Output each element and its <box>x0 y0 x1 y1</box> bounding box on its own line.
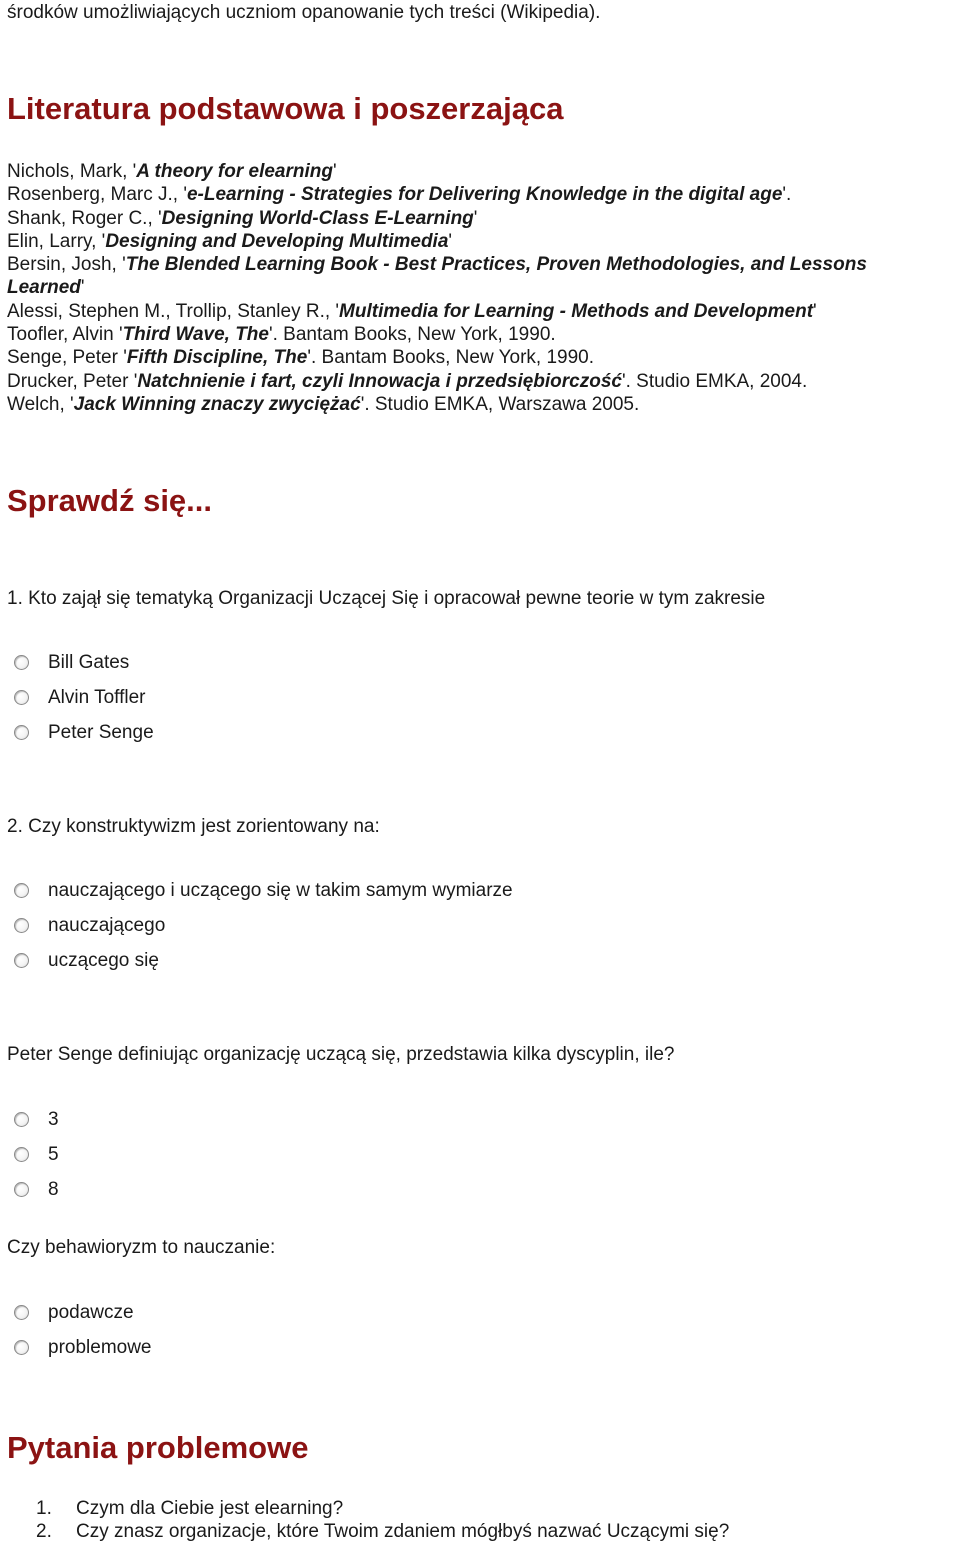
option-label: uczącego się <box>48 949 159 971</box>
radio-button[interactable] <box>14 883 29 898</box>
answer-option[interactable] <box>12 715 154 750</box>
answer-option[interactable] <box>12 1172 59 1207</box>
answer-option[interactable] <box>12 1295 152 1330</box>
radio-button[interactable] <box>14 1305 29 1320</box>
book-title: Fifth Discipline, The <box>126 347 308 369</box>
list-item-text: Czy znasz organizacje, które Twoim zdaniem mógłbyś nazwać Uczącymi się? <box>76 1521 730 1542</box>
answer-option[interactable] <box>12 873 513 908</box>
list-item <box>0 1497 729 1520</box>
literature-heading: Literatura podstawowa i poszerzająca <box>7 91 564 126</box>
answer-option[interactable] <box>12 1330 152 1365</box>
option-label: problemowe <box>48 1336 152 1358</box>
book-title: Multimedia for Learning - Methods and Development <box>339 300 814 322</box>
bibliography-entry-continued: Learned' <box>7 277 85 299</box>
book-title: Third Wave, The <box>122 324 269 346</box>
bibliography-entry: Rosenberg, Marc J., 'e-Learning - Strategies for Delivering Knowledge in the digital age'. <box>7 184 792 206</box>
radio-button[interactable] <box>14 1112 29 1127</box>
answer-option[interactable] <box>12 645 154 680</box>
option-label: 3 <box>48 1108 59 1130</box>
problems-heading: Pytania problemowe <box>7 1430 309 1465</box>
option-label: nauczającego <box>48 914 166 936</box>
option-label: Peter Senge <box>48 721 154 743</box>
question-2-text: 2. Czy konstruktywizm jest zorientowany na: <box>7 816 380 837</box>
option-label: podawcze <box>48 1301 134 1323</box>
book-title: Designing and Developing Multimedia <box>105 230 449 252</box>
bibliography-entry: Bersin, Josh, 'The Blended Learning Book - Best Practices, Proven Methodologies, and Lessons <box>7 254 867 276</box>
book-title: Natchnienie i fart, czyli Innowacja i przedsiębiorczość <box>137 370 622 392</box>
question-2-options <box>12 873 513 978</box>
list-number: 2. <box>36 1521 52 1542</box>
radio-button[interactable] <box>14 953 29 968</box>
option-label: 8 <box>48 1178 59 1200</box>
answer-option[interactable] <box>12 943 513 978</box>
book-title: Jack Winning znaczy zwyciężać <box>73 393 361 415</box>
option-label: nauczającego i uczącego się w takim samym wymiarze <box>48 879 513 901</box>
question-3-options <box>12 1102 59 1207</box>
answer-option[interactable] <box>12 680 154 715</box>
bibliography-entry: Welch, 'Jack Winning znaczy zwyciężać'. Studio EMKA, Warszawa 2005. <box>7 393 640 415</box>
option-label: Alvin Toffler <box>48 686 146 708</box>
question-4-options <box>12 1295 152 1365</box>
radio-button[interactable] <box>14 1340 29 1355</box>
bibliography-entry: Alessi, Stephen M., Trollip, Stanley R., 'Multimedia for Learning - Methods and Development' <box>7 300 817 322</box>
answer-option[interactable] <box>12 908 513 943</box>
bibliography-entry: Nichols, Mark, 'A theory for elearning' <box>7 161 337 182</box>
question-1-options <box>12 645 154 750</box>
bibliography-entry: Shank, Roger C., 'Designing World-Class E-Learning' <box>7 207 478 229</box>
radio-button[interactable] <box>14 655 29 670</box>
radio-button[interactable] <box>14 1182 29 1197</box>
option-label: Bill Gates <box>48 651 130 673</box>
answer-option[interactable] <box>12 1102 59 1137</box>
quiz-heading: Sprawdź się... <box>7 483 213 518</box>
bibliography-entry: Drucker, Peter 'Natchnienie i fart, czyli Innowacja i przedsiębiorczość'. Studio EMKA, 2004. <box>7 370 808 392</box>
radio-button[interactable] <box>14 1147 29 1162</box>
bibliography-entry: Toofler, Alvin 'Third Wave, The'. Bantam Books, New York, 1990. <box>7 324 556 346</box>
book-title: A theory for elearning <box>136 161 333 182</box>
bibliography-entry: Senge, Peter 'Fifth Discipline, The'. Bantam Books, New York, 1990. <box>7 347 595 369</box>
option-label: 5 <box>48 1143 59 1165</box>
book-title: The Blended Learning Book - Best Practices, Proven Methodologies, and Lessons <box>125 254 867 276</box>
book-title: e-Learning - Strategies for Delivering Knowledge in the digital age <box>186 184 783 206</box>
question-4-text: Czy behawioryzm to nauczanie: <box>7 1237 276 1258</box>
bibliography-list <box>7 160 960 416</box>
list-item-text: Czym dla Ciebie jest elearning? <box>76 1498 344 1519</box>
question-1-text: 1. Kto zajął się tematyką Organizacji Uczącej Się i opracował pewne teorie w tym zakresie <box>7 588 766 609</box>
list-number: 1. <box>36 1498 52 1519</box>
radio-button[interactable] <box>14 725 29 740</box>
question-3-text: Peter Senge definiując organizację uczącą się, przedstawia kilka dyscyplin, ile? <box>7 1044 675 1065</box>
radio-button[interactable] <box>14 690 29 705</box>
radio-button[interactable] <box>14 918 29 933</box>
book-title: Learned <box>7 277 81 299</box>
list-item <box>0 1520 729 1543</box>
intro-text: środków umożliwiających uczniom opanowanie tych treści (Wikipedia). <box>7 2 601 23</box>
problems-list <box>0 1497 729 1543</box>
bibliography-entry: Elin, Larry, 'Designing and Developing Multimedia' <box>7 230 453 252</box>
answer-option[interactable] <box>12 1137 59 1172</box>
book-title: Designing World-Class E-Learning <box>161 207 474 229</box>
